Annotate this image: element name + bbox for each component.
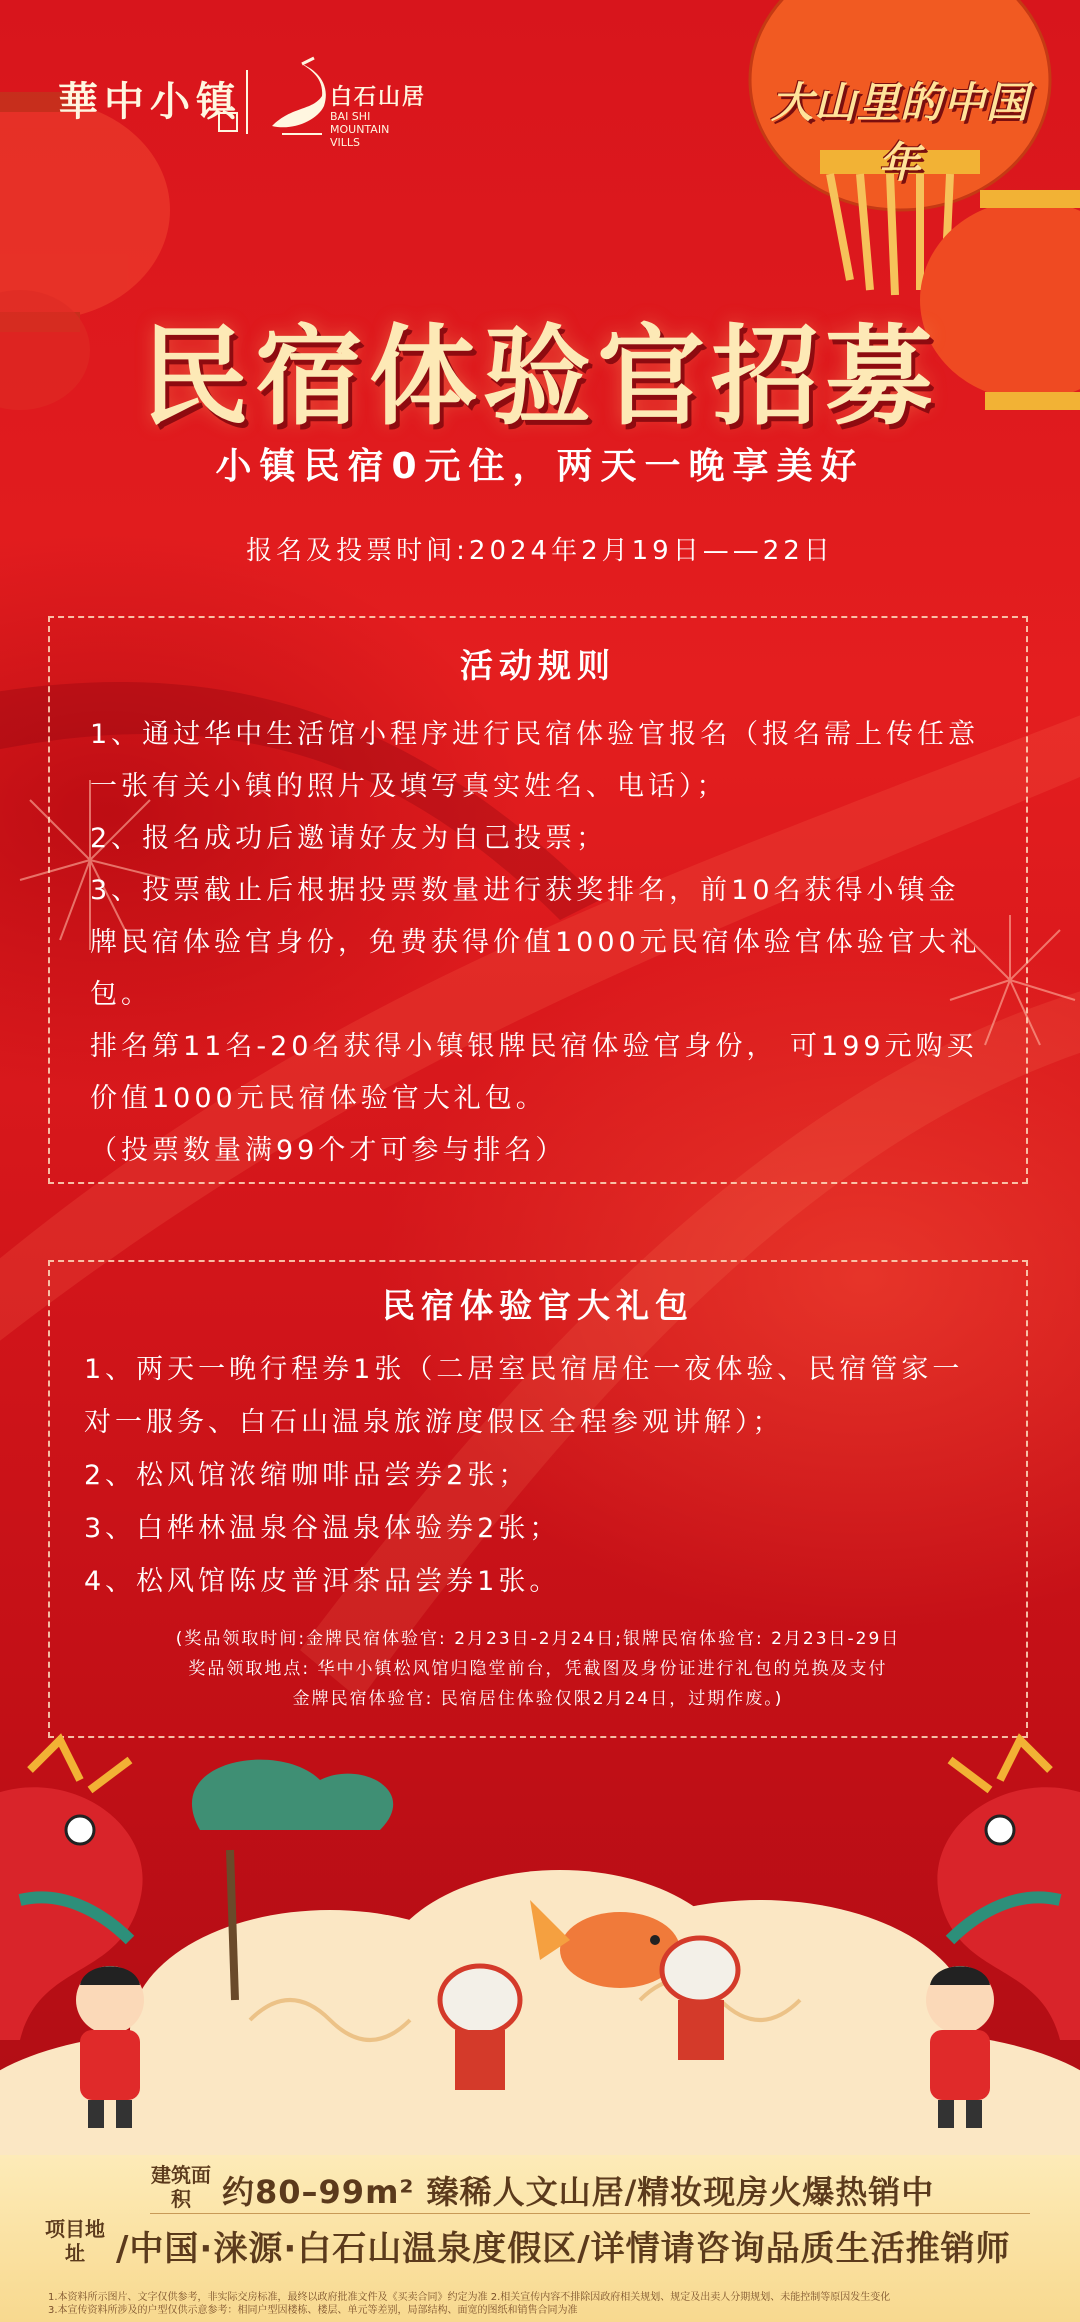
registration-date: 报名及投票时间:2024年2月19日——22日 [246, 536, 834, 566]
gift-box [48, 1260, 1028, 1738]
rules-list [90, 709, 986, 1177]
address-label: 项目地址 [45, 2217, 105, 2265]
gift-item: 2、松风馆浓缩咖啡品尝券2张； [84, 1460, 530, 1491]
gift-list [84, 1343, 992, 1608]
gift-note: 金牌民宿体验官: 民宿居住体验仅限2月24日，过期作废。) [292, 1689, 784, 1709]
gift-note: 奖品领取地点: 华中小镇松风馆归隐堂前台，凭截图及身份证进行礼包的兑换及支付 [188, 1659, 888, 1679]
subtitle: 小镇民宿0元住，两天一晚享美好 [215, 446, 865, 487]
gift-item: 3、白桦林温泉谷温泉体验券2张； [84, 1513, 561, 1544]
disclaimer-line: 1.本资料所示图片、文字仅供参考，非实际交房标准，最终以政府批准文件及《买卖合同》约定为准 2.相关宣传内容不排除因政府相关规划、规定及出卖人分期规划、未能控制等原因发生变化 [48, 2292, 891, 2303]
rule-item: （投票数量满99个才可参与排名） [90, 1135, 567, 1166]
gift-title: 民宿体验官大礼包 [382, 1286, 694, 1325]
area-label: 建筑面积 [151, 2163, 211, 2211]
footer-divider [150, 2213, 1030, 2214]
brand2-subtitle: BAI SHI MOUNTAIN VILLS [330, 110, 390, 149]
rules-box [48, 616, 1028, 1184]
area-info: 约80–99m² 臻稀人文山居/精妆现房火爆热销中 [222, 2173, 935, 2211]
logo-divider [246, 70, 248, 134]
footer [0, 2155, 1080, 2322]
rule-item: 排名第11名-20名获得小镇银牌民宿体验官身份， 可199元购买价值1000元民宿体验官大礼包。 [90, 1031, 978, 1114]
disclaimer [48, 2291, 1048, 2317]
registered-mark-icon [218, 112, 238, 132]
rule-item: 2、报名成功后邀请好友为自己投票； [90, 823, 608, 854]
new-year-badge: 大山里的中国年 [770, 78, 1029, 187]
brand2-name: 白石山居 [330, 84, 427, 110]
logo-text: 華中小镇 [58, 78, 242, 125]
rule-item: 1、通过华中生活馆小程序进行民宿体验官报名（报名需上传任意一张有关小镇的照片及填写真实姓名、电话）； [90, 719, 980, 802]
gift-item: 1、两天一晚行程券1张（二居室民宿居住一夜体验、民宿管家一对一服务、白石山温泉旅游度假区全程参观讲解）； [84, 1354, 964, 1438]
disclaimer-line: 3.本宣传资料所涉及的户型仅供示意参考：相同户型因楼栋、楼层、单元等差别，局部结构、面宽的图纸和销售合同为准 [48, 2305, 578, 2316]
gift-item: 4、松风馆陈皮普洱茶品尝券1张。 [84, 1566, 561, 1597]
festive-scene [0, 1700, 1080, 2160]
rule-item: 3、投票截止后根据投票数量进行获奖排名，前10名获得小镇金牌民宿体验官身份，免费获得价值1000元民宿体验官体验官大礼包。 [90, 875, 981, 1010]
address-info: /中国·涞源·白石山温泉度假区/详情请咨询品质生活推销师 [116, 2229, 1011, 2269]
main-title: 民宿体验官招募 [140, 315, 939, 440]
gift-note: (奖品领取时间:金牌民宿体验官: 2月23日-2月24日;银牌民宿体验官: 2月23日-29日 [175, 1629, 901, 1649]
rules-title: 活动规则 [460, 646, 616, 685]
